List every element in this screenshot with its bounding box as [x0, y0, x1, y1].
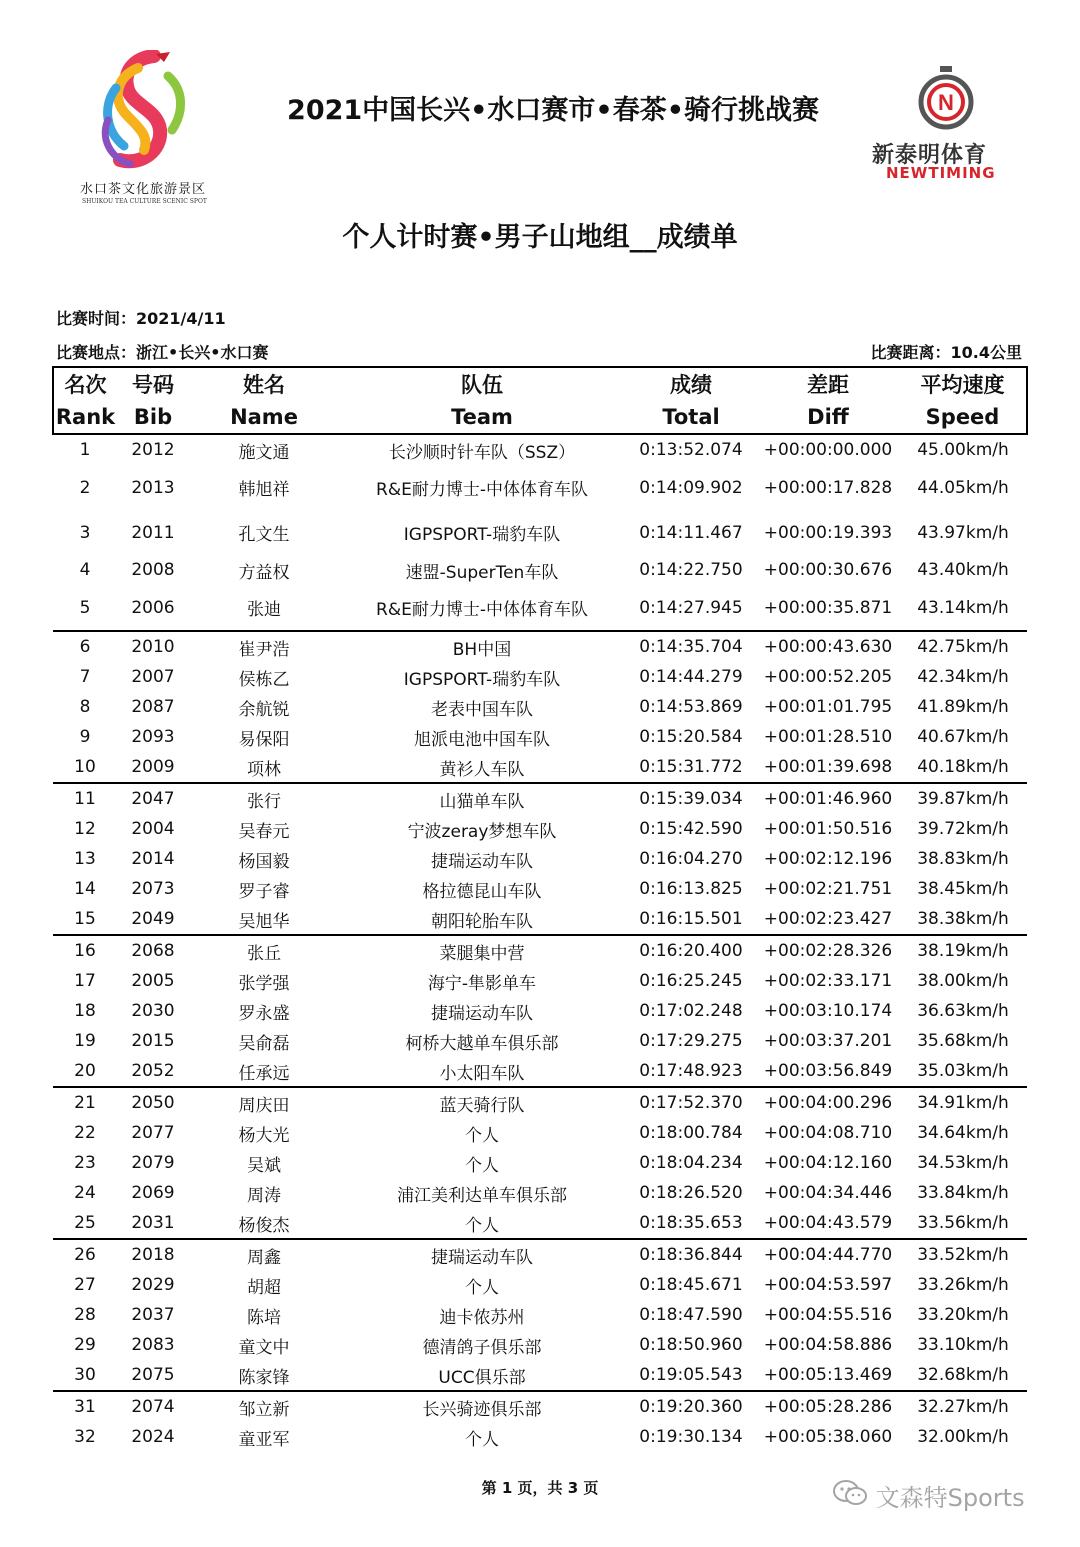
cell-name: 周庆田 [238, 1095, 290, 1116]
cell-diff: +00:04:00.296 [763, 1093, 893, 1113]
watermark-text: 文森特Sports [875, 1484, 1025, 1512]
cell-team: 个人 [465, 1155, 499, 1176]
cell-rank: 28 [74, 1305, 96, 1325]
cell-team: UCC俱乐部 [339, 1360, 625, 1391]
cell-name: 吴旭华 [189, 904, 339, 935]
cell-rank: 15 [53, 904, 117, 935]
cell-team: 德清鸽子俱乐部 [422, 1337, 542, 1358]
cell-bib: 2006 [117, 585, 189, 631]
stopwatch-letter: N [938, 90, 954, 115]
cell-name: 杨大光 [238, 1125, 290, 1146]
cell-name: 施文通 [238, 442, 290, 463]
newtiming-name-en: NEWTIMING [886, 164, 996, 182]
cell-total: 0:19:20.360 [639, 1397, 743, 1417]
cell-team: 浦江美利达单车俱乐部 [397, 1185, 567, 1206]
cell-bib: 2077 [131, 1123, 175, 1143]
cell-name: 侯栋乙 [238, 669, 290, 690]
cell-team: 个人 [465, 1125, 499, 1146]
cell-diff: +00:04:08.710 [763, 1123, 893, 1143]
newtiming-name-cn: 新泰明体育 [872, 143, 988, 168]
wechat-icon [832, 1479, 868, 1513]
cell-rank: 25 [53, 1208, 117, 1239]
cell-speed: 38.45km/h [917, 879, 1009, 899]
cell-bib: 2011 [131, 522, 175, 543]
cell-bib: 2024 [131, 1427, 175, 1447]
header-row-en [53, 400, 1027, 434]
table-row [53, 1270, 1027, 1300]
cell-total: 0:15:20.584 [639, 727, 743, 747]
cell-name: 吴春元 [238, 821, 290, 842]
cell-speed: 38.83km/h [917, 849, 1009, 869]
cell-bib: 2031 [117, 1208, 189, 1239]
cell-diff: +00:00:19.393 [763, 522, 893, 543]
cell-team: 个人 [465, 1429, 499, 1450]
cell-rank: 14 [74, 879, 96, 899]
cell-rank: 7 [79, 667, 91, 687]
cell-diff: +00:04:12.160 [763, 1153, 893, 1173]
cell-diff: +00:04:34.446 [763, 1183, 893, 1203]
cell-name: 吴斌 [247, 1155, 281, 1176]
cell-total: 0:16:25.245 [639, 971, 743, 991]
cell-rank: 17 [74, 971, 96, 991]
cell-bib: 2083 [131, 1335, 175, 1355]
cell-diff: +00:05:38.060 [763, 1427, 893, 1447]
wechat-watermark [832, 1478, 1025, 1513]
table-row [53, 555, 1027, 585]
cell-rank: 3 [79, 522, 91, 543]
cell-diff: +00:02:23.427 [757, 904, 899, 935]
col-team-en: Team [339, 400, 625, 434]
cell-speed: 44.05km/h [917, 477, 1009, 498]
cell-bib: 2009 [117, 752, 189, 783]
cell-rank: 1 [79, 440, 91, 460]
cell-diff: +00:04:58.886 [763, 1335, 893, 1355]
cell-team: 格拉德昆山车队 [422, 881, 542, 902]
cell-diff: +00:00:43.630 [763, 637, 893, 657]
cell-team: 朝阳轮胎车队 [339, 904, 625, 935]
cell-name: 方益权 [238, 562, 290, 583]
cell-speed: 34.91km/h [917, 1093, 1009, 1113]
cell-speed: 39.72km/h [917, 819, 1009, 839]
cell-rank: 26 [74, 1245, 96, 1265]
table-row [53, 1300, 1027, 1330]
cell-rank: 2 [79, 477, 91, 498]
cell-diff: +00:00:30.676 [763, 560, 893, 580]
col-diff-en: Diff [757, 400, 899, 434]
cell-diff: +00:04:53.597 [763, 1275, 893, 1295]
cell-bib: 2047 [131, 789, 175, 809]
cell-speed: 32.68km/h [899, 1360, 1027, 1391]
table-row [53, 966, 1027, 996]
cell-total: 0:18:35.653 [625, 1208, 757, 1239]
cell-speed: 34.53km/h [917, 1153, 1009, 1173]
table-row [53, 1026, 1027, 1056]
cell-bib: 2052 [117, 1056, 189, 1087]
table-row [53, 722, 1027, 752]
cell-bib: 2093 [131, 727, 175, 747]
cell-team: BH中国 [452, 639, 512, 660]
cell-name: 项林 [189, 752, 339, 783]
table-row [53, 844, 1027, 874]
cell-bib: 2007 [131, 667, 175, 687]
cell-name: 崔尹浩 [238, 639, 290, 660]
table-row [53, 996, 1027, 1026]
cell-diff: +00:04:55.516 [763, 1305, 893, 1325]
cell-bib: 2015 [131, 1031, 175, 1051]
cell-total: 0:13:52.074 [639, 440, 743, 460]
cell-rank: 6 [79, 637, 91, 657]
cell-speed: 38.00km/h [917, 971, 1009, 991]
cell-rank: 20 [53, 1056, 117, 1087]
cell-diff: +00:03:37.201 [763, 1031, 893, 1051]
cell-rank: 11 [74, 789, 96, 809]
cell-rank: 12 [74, 819, 96, 839]
race-distance: 比赛距离：10.4公里 [870, 343, 1022, 362]
cell-team: 长兴骑迹俱乐部 [422, 1399, 542, 1420]
cell-total: 0:14:22.750 [639, 560, 743, 580]
cell-diff: +00:04:44.770 [763, 1245, 893, 1265]
table-row [53, 1056, 1027, 1087]
cell-total: 0:14:44.279 [639, 667, 743, 687]
cell-total: 0:14:27.945 [625, 585, 757, 631]
col-rank-en: Rank [53, 400, 117, 434]
cell-bib: 2030 [131, 1001, 175, 1021]
cell-team: 速盟-SuperTen车队 [405, 562, 559, 583]
cell-diff: +00:00:00.000 [763, 440, 893, 460]
cell-bib: 2018 [131, 1245, 175, 1265]
cell-rank: 16 [74, 941, 96, 961]
cell-speed: 33.84km/h [917, 1183, 1009, 1203]
cell-name: 易保阳 [238, 729, 290, 750]
cell-diff: +00:05:28.286 [763, 1397, 893, 1417]
cell-total: 0:15:31.772 [625, 752, 757, 783]
cell-diff: +00:04:43.579 [757, 1208, 899, 1239]
cell-team: 捷瑞运动车队 [431, 1003, 533, 1024]
cell-name: 张学强 [238, 973, 290, 994]
cell-bib: 2004 [131, 819, 175, 839]
cell-team: 旭派电池中国车队 [414, 729, 550, 750]
cell-speed: 40.18km/h [899, 752, 1027, 783]
results-table [52, 366, 1028, 1452]
cell-speed: 32.27km/h [917, 1397, 1009, 1417]
table-row [53, 874, 1027, 904]
cell-total: 0:14:11.467 [639, 522, 743, 543]
cell-speed: 38.38km/h [899, 904, 1027, 935]
cell-total: 0:16:04.270 [639, 849, 743, 869]
cell-diff: +00:01:39.698 [757, 752, 899, 783]
cell-total: 0:18:26.520 [639, 1183, 743, 1203]
cell-name: 胡超 [247, 1277, 281, 1298]
cell-speed: 33.26km/h [917, 1275, 1009, 1295]
cell-name: 陈家锋 [189, 1360, 339, 1391]
cell-team: 捷瑞运动车队 [431, 1247, 533, 1268]
cell-team: 迪卡侬苏州 [439, 1307, 525, 1328]
cell-bib: 2010 [131, 637, 175, 657]
race-location: 比赛地点：浙江•长兴•水口赛 [56, 343, 269, 362]
cell-team: 蓝天骑行队 [439, 1095, 525, 1116]
cell-diff: +00:01:28.510 [763, 727, 893, 747]
cell-speed: 45.00km/h [917, 440, 1009, 460]
col-diff-cn: 差距 [757, 367, 899, 400]
cell-bib: 2008 [131, 560, 175, 580]
cell-total: 0:18:00.784 [639, 1123, 743, 1143]
cell-speed: 39.87km/h [917, 789, 1009, 809]
table-row [53, 935, 1027, 966]
table-row [53, 434, 1027, 465]
cell-team: R&E耐力博士-中体体育车队 [376, 480, 588, 500]
cell-speed: 36.63km/h [917, 1001, 1009, 1021]
cell-rank: 18 [74, 1001, 96, 1021]
cell-total: 0:18:04.234 [639, 1153, 743, 1173]
cell-total: 0:18:47.590 [639, 1305, 743, 1325]
cell-rank: 4 [79, 560, 91, 580]
cell-rank: 32 [74, 1427, 96, 1447]
cell-team: 柯桥大越单车俱乐部 [405, 1033, 559, 1054]
cell-speed: 43.97km/h [917, 522, 1009, 543]
cell-bib: 2005 [131, 971, 175, 991]
cell-name: 童亚军 [238, 1429, 290, 1450]
cell-speed: 35.03km/h [899, 1056, 1027, 1087]
cell-name: 张迪 [189, 585, 339, 631]
cell-bib: 2073 [131, 879, 175, 899]
cell-team: 老表中国车队 [431, 699, 533, 720]
cell-total: 0:18:45.671 [639, 1275, 743, 1295]
cell-diff: +00:00:35.871 [757, 585, 899, 631]
table-row [53, 814, 1027, 844]
cell-total: 0:18:50.960 [639, 1335, 743, 1355]
cell-bib: 2013 [131, 477, 175, 498]
cell-total: 0:19:05.543 [625, 1360, 757, 1391]
col-team-cn: 队伍 [339, 367, 625, 400]
cell-total: 0:17:29.275 [639, 1031, 743, 1051]
col-name-cn: 姓名 [189, 367, 339, 400]
results-subtitle: 个人计时赛•男子山地组__成绩单 [342, 222, 738, 253]
col-speed-en: Speed [899, 400, 1027, 434]
table-row [53, 510, 1027, 555]
cell-name: 陈培 [247, 1307, 281, 1328]
cell-team: 海宁-隼影单车 [427, 973, 537, 994]
cell-rank: 24 [74, 1183, 96, 1203]
cell-speed: 33.56km/h [899, 1208, 1027, 1239]
cell-rank: 29 [74, 1335, 96, 1355]
col-bib-en: Bib [117, 400, 189, 434]
cell-diff: +00:05:13.469 [757, 1360, 899, 1391]
cell-team: 宁波zeray梦想车队 [407, 821, 557, 842]
race-date: 比赛时间：2021/4/11 [56, 309, 226, 328]
cell-diff: +00:02:12.196 [763, 849, 893, 869]
table-row [53, 1422, 1027, 1452]
col-rank-cn: 名次 [53, 367, 117, 400]
col-speed-cn: 平均速度 [899, 367, 1027, 400]
cell-rank: 21 [74, 1093, 96, 1113]
cell-rank: 5 [53, 585, 117, 631]
cell-speed: 38.19km/h [917, 941, 1009, 961]
cell-speed: 42.75km/h [917, 637, 1009, 657]
scenic-spot-name-cn: 水口茶文化旅游景区 [80, 182, 207, 197]
cell-diff: +00:02:28.326 [763, 941, 893, 961]
cell-name: 童文中 [238, 1337, 290, 1358]
cell-total: 0:17:02.248 [639, 1001, 743, 1021]
cell-bib: 2037 [131, 1305, 175, 1325]
table-row [53, 662, 1027, 692]
cell-rank: 30 [53, 1360, 117, 1391]
cell-team: 山猫单车队 [439, 791, 525, 812]
cell-team: 菜腿集中营 [439, 943, 525, 964]
cell-total: 0:19:30.134 [639, 1427, 743, 1447]
cell-rank: 9 [79, 727, 91, 747]
cell-rank: 27 [74, 1275, 96, 1295]
cell-name: 余航锐 [238, 699, 290, 720]
cell-rank: 10 [53, 752, 117, 783]
cell-rank: 19 [74, 1031, 96, 1051]
cell-name: 邹立新 [238, 1399, 290, 1420]
table-row [53, 1330, 1027, 1360]
cell-bib: 2049 [117, 904, 189, 935]
cell-speed: 42.34km/h [917, 667, 1009, 687]
table-row [53, 631, 1027, 662]
cell-total: 0:14:53.869 [639, 697, 743, 717]
cell-name: 吴俞磊 [238, 1033, 290, 1054]
col-total-cn: 成绩 [625, 367, 757, 400]
table-row [53, 904, 1027, 935]
cell-team: 长沙顺时针车队（SSZ） [388, 442, 576, 463]
header-row-cn [53, 367, 1027, 400]
cell-diff: +00:00:52.205 [763, 667, 893, 687]
cell-team: 捷瑞运动车队 [431, 851, 533, 872]
cell-diff: +00:02:33.171 [763, 971, 893, 991]
cell-team: 个人 [339, 1208, 625, 1239]
cell-diff: +00:01:46.960 [763, 789, 893, 809]
cell-name: 罗子睿 [238, 881, 290, 902]
event-title: 2021中国长兴•水口赛市•春茶•骑行挑战赛 [287, 95, 819, 126]
newtiming-logo [866, 66, 1036, 186]
cell-team: 小太阳车队 [339, 1056, 625, 1087]
cell-bib: 2012 [131, 440, 175, 460]
cell-bib: 2050 [131, 1093, 175, 1113]
cell-name: 周涛 [247, 1185, 281, 1206]
cell-speed: 35.68km/h [917, 1031, 1009, 1051]
cell-bib: 2075 [117, 1360, 189, 1391]
cell-rank: 23 [74, 1153, 96, 1173]
cell-name: 杨国毅 [238, 851, 290, 872]
cell-total: 0:18:36.844 [639, 1245, 743, 1265]
cell-diff: +00:02:21.751 [763, 879, 893, 899]
table-row [53, 1118, 1027, 1148]
table-row [53, 692, 1027, 722]
table-row [53, 465, 1027, 510]
cell-bib: 2074 [131, 1397, 175, 1417]
cell-diff: +00:00:17.828 [763, 477, 893, 498]
cell-bib: 2069 [131, 1183, 175, 1203]
cell-speed: 33.52km/h [917, 1245, 1009, 1265]
cell-diff: +00:03:10.174 [763, 1001, 893, 1021]
cell-rank: 22 [74, 1123, 96, 1143]
table-row [53, 1391, 1027, 1422]
cell-name: 张行 [247, 791, 281, 812]
cell-speed: 41.89km/h [917, 697, 1009, 717]
table-row [53, 1360, 1027, 1391]
table-row [53, 1208, 1027, 1239]
cell-team: 个人 [465, 1277, 499, 1298]
cell-diff: +00:01:50.516 [763, 819, 893, 839]
col-name-en: Name [189, 400, 339, 434]
cell-bib: 2014 [131, 849, 175, 869]
cell-total: 0:15:42.590 [639, 819, 743, 839]
cell-speed: 33.20km/h [917, 1305, 1009, 1325]
cell-speed: 40.67km/h [917, 727, 1009, 747]
cell-rank: 8 [79, 697, 91, 717]
cell-speed: 43.40km/h [917, 560, 1009, 580]
page-indicator: 第 1 页，共 3 页 [481, 1479, 599, 1497]
cell-team: R&E耐力博士-中体体育车队 [339, 585, 625, 631]
col-bib-cn: 号码 [117, 367, 189, 400]
cell-speed: 32.00km/h [917, 1427, 1009, 1447]
stopwatch-icon [916, 66, 976, 130]
cell-total: 0:14:35.704 [639, 637, 743, 657]
cell-total: 0:15:39.034 [639, 789, 743, 809]
cell-bib: 2079 [131, 1153, 175, 1173]
table-row [53, 752, 1027, 783]
cell-bib: 2087 [131, 697, 175, 717]
cell-speed: 33.10km/h [917, 1335, 1009, 1355]
cell-total: 0:16:15.501 [625, 904, 757, 935]
cell-speed: 34.64km/h [917, 1123, 1009, 1143]
table-row [53, 783, 1027, 814]
cell-total: 0:14:09.902 [639, 477, 743, 498]
cell-name: 张丘 [247, 943, 281, 964]
table-row [53, 585, 1027, 631]
cell-team: 黄衫人车队 [339, 752, 625, 783]
table-row [53, 1178, 1027, 1208]
col-total-en: Total [625, 400, 757, 434]
cell-name: 罗永盛 [238, 1003, 290, 1024]
cell-diff: +00:01:01.795 [763, 697, 893, 717]
table-row [53, 1239, 1027, 1270]
cell-name: 孔文生 [238, 525, 290, 545]
cell-speed: 43.14km/h [899, 585, 1027, 631]
table-row [53, 1148, 1027, 1178]
cell-total: 0:17:52.370 [639, 1093, 743, 1113]
table-row [53, 1087, 1027, 1118]
cell-team: IGPSPORT-瑞豹车队 [403, 525, 561, 545]
cell-total: 0:17:48.923 [625, 1056, 757, 1087]
cell-name: 韩旭祥 [238, 480, 290, 500]
cell-total: 0:16:20.400 [639, 941, 743, 961]
cell-team: IGPSPORT-瑞豹车队 [403, 669, 561, 690]
scenic-spot-name-en: SHUIKOU TEA CULTURE SCENIC SPOT [82, 198, 207, 205]
cell-name: 任承远 [189, 1056, 339, 1087]
cell-name: 周鑫 [247, 1247, 281, 1268]
cell-bib: 2029 [131, 1275, 175, 1295]
cell-total: 0:16:13.825 [639, 879, 743, 899]
cell-diff: +00:03:56.849 [757, 1056, 899, 1087]
scenic-spot-logo [62, 42, 234, 222]
cell-rank: 13 [74, 849, 96, 869]
cell-rank: 31 [74, 1397, 96, 1417]
cell-name: 杨俊杰 [189, 1208, 339, 1239]
cell-bib: 2068 [131, 941, 175, 961]
